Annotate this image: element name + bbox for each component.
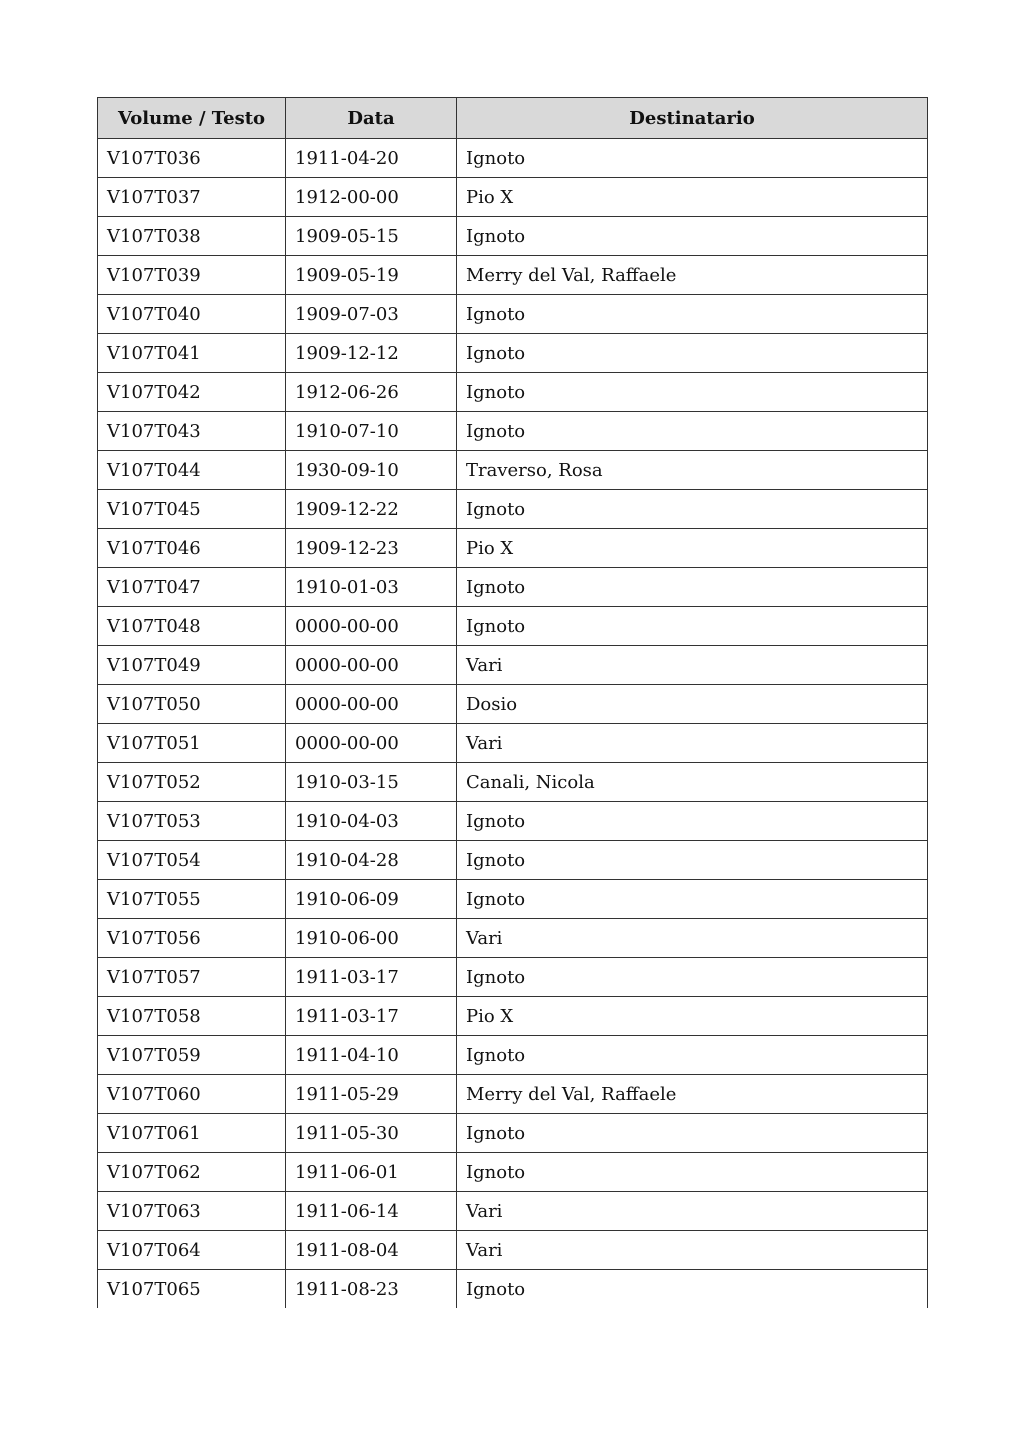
- cell-data: 1910-04-28: [286, 841, 457, 880]
- cell-data: 1911-04-20: [286, 139, 457, 178]
- cell-destinatario: Ignoto: [457, 841, 928, 880]
- table-row: [98, 1036, 928, 1075]
- table-row: [98, 841, 928, 880]
- table-row: [98, 217, 928, 256]
- cell-volume-testo: V107T064: [98, 1231, 286, 1270]
- cell-volume-testo: V107T044: [98, 451, 286, 490]
- table-row: [98, 529, 928, 568]
- cell-destinatario: Ignoto: [457, 1036, 928, 1075]
- cell-destinatario: Ignoto: [457, 490, 928, 529]
- header-row: [98, 98, 928, 139]
- cell-volume-testo: V107T054: [98, 841, 286, 880]
- table-row: [98, 139, 928, 178]
- cell-destinatario: Ignoto: [457, 412, 928, 451]
- cell-data: 0000-00-00: [286, 607, 457, 646]
- table-body: [98, 139, 928, 1309]
- cell-volume-testo: V107T063: [98, 1192, 286, 1231]
- cell-volume-testo: V107T047: [98, 568, 286, 607]
- table-row: [98, 1192, 928, 1231]
- cell-destinatario: Pio X: [457, 529, 928, 568]
- cell-data: 0000-00-00: [286, 724, 457, 763]
- cell-destinatario: Ignoto: [457, 373, 928, 412]
- table-row: [98, 880, 928, 919]
- table-row: [98, 1114, 928, 1153]
- cell-data: 1909-12-23: [286, 529, 457, 568]
- table-row: [98, 1270, 928, 1309]
- cell-data: 1909-07-03: [286, 295, 457, 334]
- cell-data: 1910-03-15: [286, 763, 457, 802]
- cell-volume-testo: V107T051: [98, 724, 286, 763]
- cell-destinatario: Ignoto: [457, 568, 928, 607]
- records-table: [97, 97, 928, 1308]
- cell-data: 1911-06-01: [286, 1153, 457, 1192]
- cell-destinatario: Traverso, Rosa: [457, 451, 928, 490]
- cell-volume-testo: V107T040: [98, 295, 286, 334]
- cell-destinatario: Ignoto: [457, 1153, 928, 1192]
- header-volume-testo: Volume / Testo: [98, 98, 286, 139]
- cell-data: 1910-06-00: [286, 919, 457, 958]
- table-row: [98, 256, 928, 295]
- cell-destinatario: Vari: [457, 646, 928, 685]
- table-row: [98, 490, 928, 529]
- table-header: [98, 98, 928, 139]
- cell-data: 1910-01-03: [286, 568, 457, 607]
- table-row: [98, 646, 928, 685]
- cell-destinatario: Ignoto: [457, 295, 928, 334]
- cell-volume-testo: V107T059: [98, 1036, 286, 1075]
- cell-data: 1909-05-19: [286, 256, 457, 295]
- header-destinatario: Destinatario: [457, 98, 928, 139]
- cell-data: 1911-05-30: [286, 1114, 457, 1153]
- table-row: [98, 178, 928, 217]
- table-row: [98, 1153, 928, 1192]
- cell-data: 1911-08-23: [286, 1270, 457, 1309]
- cell-data: 1911-08-04: [286, 1231, 457, 1270]
- cell-volume-testo: V107T046: [98, 529, 286, 568]
- cell-destinatario: Ignoto: [457, 802, 928, 841]
- cell-destinatario: Vari: [457, 724, 928, 763]
- cell-volume-testo: V107T057: [98, 958, 286, 997]
- table-row: [98, 412, 928, 451]
- table-row: [98, 997, 928, 1036]
- table-row: [98, 724, 928, 763]
- cell-volume-testo: V107T037: [98, 178, 286, 217]
- table-row: [98, 919, 928, 958]
- cell-volume-testo: V107T061: [98, 1114, 286, 1153]
- cell-volume-testo: V107T062: [98, 1153, 286, 1192]
- cell-destinatario: Merry del Val, Raffaele: [457, 1075, 928, 1114]
- cell-volume-testo: V107T056: [98, 919, 286, 958]
- cell-data: 1910-04-03: [286, 802, 457, 841]
- cell-data: 1909-12-12: [286, 334, 457, 373]
- cell-volume-testo: V107T039: [98, 256, 286, 295]
- table-row: [98, 802, 928, 841]
- cell-data: 1911-03-17: [286, 958, 457, 997]
- cell-destinatario: Vari: [457, 1231, 928, 1270]
- cell-destinatario: Ignoto: [457, 217, 928, 256]
- cell-volume-testo: V107T042: [98, 373, 286, 412]
- cell-destinatario: Pio X: [457, 997, 928, 1036]
- table-row: [98, 295, 928, 334]
- cell-volume-testo: V107T055: [98, 880, 286, 919]
- cell-destinatario: Ignoto: [457, 334, 928, 373]
- cell-data: 1909-05-15: [286, 217, 457, 256]
- cell-destinatario: Dosio: [457, 685, 928, 724]
- cell-data: 1910-06-09: [286, 880, 457, 919]
- table-row: [98, 1231, 928, 1270]
- cell-destinatario: Ignoto: [457, 139, 928, 178]
- table-row: [98, 607, 928, 646]
- cell-volume-testo: V107T053: [98, 802, 286, 841]
- cell-destinatario: Canali, Nicola: [457, 763, 928, 802]
- cell-destinatario: Ignoto: [457, 958, 928, 997]
- cell-data: 1910-07-10: [286, 412, 457, 451]
- cell-data: 0000-00-00: [286, 685, 457, 724]
- cell-volume-testo: V107T058: [98, 997, 286, 1036]
- cell-data: 1909-12-22: [286, 490, 457, 529]
- cell-volume-testo: V107T036: [98, 139, 286, 178]
- cell-destinatario: Pio X: [457, 178, 928, 217]
- cell-volume-testo: V107T043: [98, 412, 286, 451]
- cell-destinatario: Ignoto: [457, 607, 928, 646]
- cell-volume-testo: V107T038: [98, 217, 286, 256]
- table-row: [98, 1075, 928, 1114]
- cell-destinatario: Merry del Val, Raffaele: [457, 256, 928, 295]
- cell-destinatario: Ignoto: [457, 880, 928, 919]
- cell-data: 1912-00-00: [286, 178, 457, 217]
- cell-data: 1912-06-26: [286, 373, 457, 412]
- cell-data: 1930-09-10: [286, 451, 457, 490]
- table-row: [98, 763, 928, 802]
- cell-destinatario: Ignoto: [457, 1114, 928, 1153]
- table-row: [98, 373, 928, 412]
- cell-destinatario: Ignoto: [457, 1270, 928, 1309]
- cell-volume-testo: V107T050: [98, 685, 286, 724]
- cell-data: 1911-06-14: [286, 1192, 457, 1231]
- cell-volume-testo: V107T041: [98, 334, 286, 373]
- table-row: [98, 958, 928, 997]
- cell-volume-testo: V107T045: [98, 490, 286, 529]
- cell-destinatario: Vari: [457, 1192, 928, 1231]
- cell-volume-testo: V107T048: [98, 607, 286, 646]
- cell-volume-testo: V107T065: [98, 1270, 286, 1309]
- cell-volume-testo: V107T060: [98, 1075, 286, 1114]
- table-row: [98, 334, 928, 373]
- cell-volume-testo: V107T052: [98, 763, 286, 802]
- cell-data: 1911-04-10: [286, 1036, 457, 1075]
- table-row: [98, 568, 928, 607]
- cell-volume-testo: V107T049: [98, 646, 286, 685]
- cell-data: 1911-05-29: [286, 1075, 457, 1114]
- table-row: [98, 451, 928, 490]
- header-data: Data: [286, 98, 457, 139]
- cell-data: 0000-00-00: [286, 646, 457, 685]
- table-row: [98, 685, 928, 724]
- cell-data: 1911-03-17: [286, 997, 457, 1036]
- cell-destinatario: Vari: [457, 919, 928, 958]
